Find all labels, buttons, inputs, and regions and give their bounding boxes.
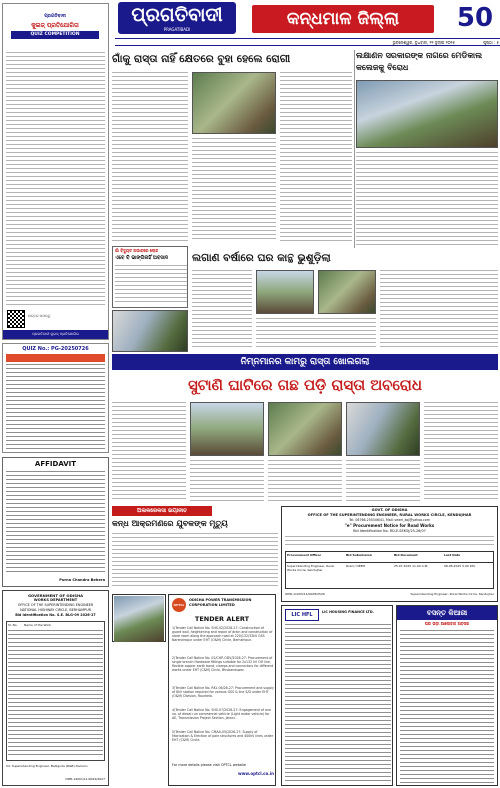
story-small-photo [112,310,188,352]
quiz-title: କୁଇଜ୍ ପ୍ରତିଯୋଗିତା [31,22,79,29]
banner-photo-2 [268,402,342,456]
quiz-header [3,4,108,50]
story-wall-body-col2 [256,318,376,350]
banner-photo-3 [346,402,420,456]
anniversary-logo [455,2,495,34]
affidavit-block [2,457,109,587]
banner-top-strip [112,354,498,370]
gnl-office: OFFICE OF THE SUPERINTENDING ENGINEER [17,603,94,607]
lichfl-brand: LIC HFL [291,612,313,618]
story-wall-body-col3 [380,270,498,350]
gtr-table [285,551,494,589]
paper-logo [118,2,236,34]
banner-body-col1 [112,402,186,502]
story-road-photo [192,72,276,134]
quiz-kicker: ପ୍ରଗତିବାଦୀ [44,14,66,19]
gtr-govt: GOVT. OF ODISHA [371,508,408,512]
lichfl-logo [285,609,319,621]
gtr-bid: Bid Identification No. RD-E-SEKOJ/25-26/07 [353,529,426,533]
story-wall-headline: ଲଗାଣ ବର୍ଷାରେ ଘର କାନ୍ଥ ଭୁଶୁଡ଼ିଲା [192,252,331,264]
gtr-tel: Tel. 06766-255346/41, Mail: sewrl_koj@yahoo.com [349,518,430,522]
quiz-answer-text [6,364,105,450]
banner-body-col3 [268,460,342,502]
gtr-oipr: OIPR-11003/11/0008/2526 [285,592,325,596]
gnl-table [6,621,105,761]
story-wall-photo-1 [256,270,314,314]
banner-top-text: ନିମ୍ନମାନର କାମରୁ ରାସ୍ତା ଖୋଲଗଲା [240,357,370,367]
anniversary-number: 50 [456,3,494,33]
divider [354,50,355,248]
quiz-subtitle: QUIZ COMPETITION [11,31,99,39]
story-medical-body [356,152,498,248]
date-line: ଭୁବନେଶ୍ୱର, ବୁଧବାର, ୨୨ ଜୁଲାଇ ୨୦୨୫ [392,40,455,45]
story-medical [356,50,498,250]
story-medical-headline: ଲକ୍ଷାଣନ ସରକାରଙ୍କ ନାଗରେ ମେଡିକାଲ କଲେଜକୁ ବିରୋଧ [356,51,483,72]
quiz-code-strip [2,343,109,453]
optcl-logo-text: OPTCL [173,603,185,607]
quiz-column [2,3,109,340]
banner-photo-1 [190,402,264,456]
gnl-bid: Bid Identification No. S.E. BLG-09 2026-27 [15,613,96,617]
story-small-box [112,246,188,308]
gtr-cell-2: 25.07.2025 11.00 A.M. [394,564,429,568]
story-road-headline: ଗାଁକୁ ରାସ୍ତା ନାହିଁ କ୍ଷେତରେ ବୁହା ହେଲେ ରୋଗୀ [112,53,291,65]
story-attack-body [112,533,278,589]
gnl-col-sl: Sl. No. [8,623,18,627]
gtr-col-1: Bid Submission [346,553,372,557]
story-wall [192,250,498,352]
rln-subtitle: ଘର ଭଡ଼ା ଆଲୋଚନା ଅବସର [424,621,470,626]
gnl-dept: WORKS DEPARTMENT [33,598,78,602]
affidavit-signature: Purna Chandra Behera [59,578,105,582]
lichfl-body [285,624,391,784]
quiz-questions-text [6,52,105,307]
optcl-item-3: 3)Tender Call Notice No. RKL 06/26-27: Procurement and supply of 8kV station required for various GSS & line S/D under EHT (O&M) Division, Rourkela. [172,686,274,699]
right-lower-notice [396,605,498,786]
optcl-website[interactable]: www.optcl.co.in [238,771,274,776]
gtr-cell-1: Road / DEEM [346,564,366,568]
gtr-office: OFFICE OF THE SUPERINTENDING ENGINEER, RURAL WORKS CIRCLE, KENDUJHAR [307,513,472,517]
gnl-col-work: Name of the Work [24,623,52,627]
optcl-company: ODISHA POWER TRANSMISSION CORPORATION LIMITED [189,598,252,607]
optcl-footer: For more details please visit OPTCL website [172,763,246,767]
banner-body-col4 [346,460,420,502]
optcl-item-4: 4)Tender Call Notice No. SHS-07/2026-27: Engagement of one no. of diesel run commercial vehicle (Light motor vehicle) for AE, Transmission Project Section, Jatani. [172,708,271,721]
story-medical-photo [356,80,498,148]
optcl-logo [172,598,186,612]
gnl-govt: GOVERNMENT OF ODISHA [27,593,84,598]
affidavit-text [6,471,105,575]
story-wall-body-col1 [192,270,252,350]
govt-tender-right [281,506,498,602]
quiz-code: QUIZ No.: PG-20250726 [22,346,89,352]
gtr-row-divider [286,562,493,563]
story-attack-kicker-bar [112,506,212,516]
quiz-qr-caption: ଉତ୍ତର ପଠାନ୍ତୁ [28,314,51,318]
story-small-headline: ଏବେ ବି ଭାଙ୍ଗିନାହିଁ ଅବସାଦ [115,255,169,261]
story-road-body-col2 [192,138,276,242]
story-road-body-col1 [112,72,188,242]
banner-main-headline: ସୁଟାଣି ଘାଟିରେ ଗଛ ପଡ଼ି ରାସ୍ତା ଅବରୋଧ [187,376,423,394]
section-title: କନ୍ଧମାଳ ଜିଲ୍ଲା [286,9,400,29]
paper-name: ପ୍ରଗତିବାଦୀ [131,4,223,26]
story-attack [112,506,278,592]
quiz-footer: ପ୍ରଗତିବାଦୀ କୁଇଜ୍ ପ୍ରତିଯୋଗିତା [32,332,79,336]
gtr-col-3: Last Date [444,553,461,557]
banner-body-col2 [190,460,264,502]
gtr-cell-3: 08.08.2025 5.00 P.M. [444,564,476,568]
story-small-sub: ଗାଁ ବିଦ୍ୟୁତ ଅଭାବରେ ଲୋକ [115,248,159,253]
gtr-title: "e" Procurement Notice for Road Works [344,523,435,528]
rln-body [400,630,494,784]
story-attack-headline: କନ୍ଧ ଆକ୍ରମଣରେ ଯୁବକଙ୍କ ମୃତ୍ୟୁ [112,519,228,528]
banner-body-col5 [424,402,498,502]
quiz-footer-bar [3,330,108,339]
quiz-answer-band [6,354,105,362]
date-bar [115,38,500,46]
optcl-title: TENDER ALERT [194,615,250,623]
affidavit-title: AFFIDAVIT [34,460,77,468]
gtr-footer: Superintending Engineer, Rural Works Circle, Kendujhar [410,592,494,596]
story-attack-kicker: ଅଲକରେକସା ଭୟାନୀତ [137,508,187,514]
gnl-footer: Sd. Superintending Engineer, Balliguda (R&B) Division [6,764,88,768]
lichfl-notice [281,605,393,786]
gtr-cell-0: Superintending Engineer, Rural Works Circle, Kendujhar [287,564,334,573]
page-number: ପୃଷ୍ଠା : ୫ [483,40,499,45]
ad-mid-image [114,596,164,642]
story-road-patient [112,50,352,245]
section-banner [252,5,434,33]
ad-mid [112,594,166,642]
optcl-item-5: 5)Tender Call Notice No. CMAA-05/2026-27: Supply of Fabrication & Erection of pole structures and 400kV lines under EHT (C&M) Circle. [172,730,274,743]
gtr-col-2: Bid Document [394,553,418,557]
rln-title: ବସନ୍ତ କିଆରୀ [426,609,468,617]
optcl-tender [168,594,276,786]
gtr-col-0: Procurement Officer [287,553,322,557]
paper-name-en: PRAGATIBADI [163,27,191,32]
gnl-oipr: OIPR-14001/11/0029/2627 [65,777,105,781]
story-wall-photo-2 [318,270,376,314]
optcl-item-2: 2)Tender Call Notice No. 02/CHP-ODV/2026-27: Procurement of single branch Hardware fittings suitable for 2x132 kV OH line, flexible copper earth band, clamps and connectors for different works under EHT (C&M) Circle, Bhubaneswar. [172,656,274,673]
lichfl-full: LIC HOUSING FINANCE LTD. [322,610,374,614]
story-small-body [115,265,187,305]
govt-notice-left [2,590,109,786]
gtr-intro-text [285,536,494,548]
quiz-qr-code [7,310,25,328]
story-road-body-col3 [280,72,352,242]
gnl-circle: NATIONAL HIGHWAY CIRCLE, BERHAMPUR [20,608,91,612]
rln-title-bar [397,606,497,620]
gnl-table-rows [8,630,103,758]
optcl-item-1: 1)Tender Call Notice No. SHS-02/2026-27: Construction of guard wall, heightening and repair of drain and construction of store room along the approach road at 220/132/33kV GSS Narendrapur under EHT (O&M) Circle, Berhampur. [172,626,273,643]
story-banner [112,354,498,504]
